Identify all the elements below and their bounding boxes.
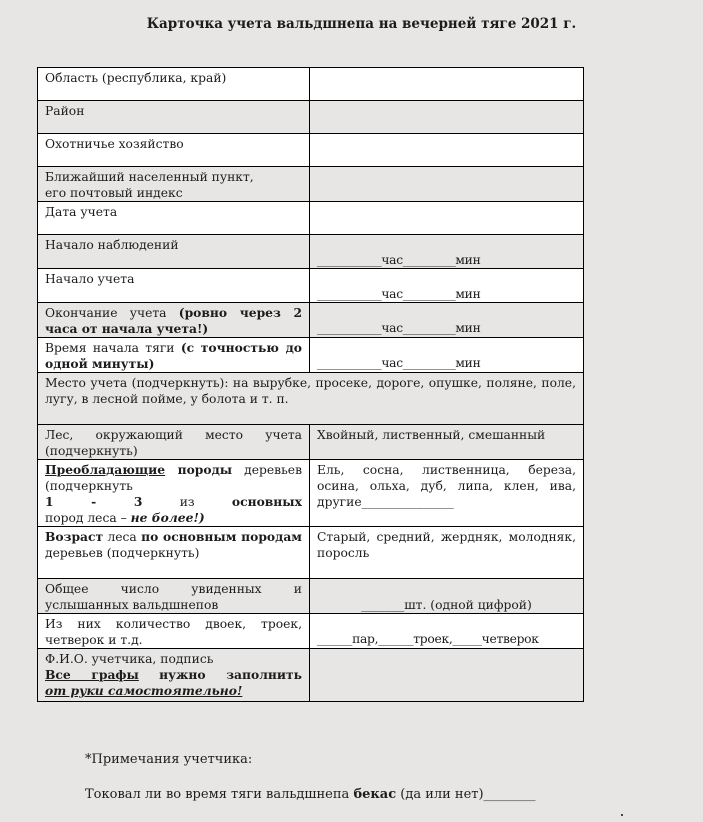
survey-table (37, 67, 584, 702)
table-row (38, 373, 584, 425)
label-tree-species (38, 460, 310, 527)
label-settlement-line1: Ближайший населенный пункт, (45, 170, 254, 184)
time-blank: ___________час_________мин (317, 356, 481, 370)
table-row (38, 269, 584, 303)
table-row (38, 460, 584, 527)
label-tree-species-line3: пород леса – не более!) (45, 510, 205, 525)
label-observation-start: Начало наблюдений (38, 235, 310, 269)
field-observation-start[interactable] (310, 235, 584, 269)
field-count-end[interactable] (310, 303, 584, 338)
field-flight-start[interactable] (310, 338, 584, 373)
count-blank: _______шт. (одной цифрой) (361, 598, 532, 612)
label-observer-line2: Все графы нужно заполнить (45, 667, 302, 682)
snipe-question: Токовал ли во время тяги вальдшнепа бекас (да или нет)________ (85, 787, 536, 802)
time-blank: ___________час_________мин (317, 321, 481, 335)
table-row (38, 649, 584, 702)
label-district: Район (38, 101, 310, 134)
field-observer[interactable] (310, 649, 584, 702)
label-observer-line3: от руки самостоятельно! (45, 683, 243, 698)
label-date: Дата учета (38, 202, 310, 235)
table-row (38, 167, 584, 202)
label-flight-start-line2: одной минуты) (45, 356, 155, 371)
field-groups[interactable] (310, 614, 584, 649)
label-count-end (38, 303, 310, 338)
label-count-end-line2: часа от начала учета!) (45, 321, 209, 336)
label-observer (38, 649, 310, 702)
field-region[interactable] (310, 68, 584, 101)
table-row (38, 527, 584, 579)
table-row (38, 614, 584, 649)
label-settlement (38, 167, 310, 202)
observer-notes-heading: *Примечания учетчика: (85, 752, 253, 767)
field-date[interactable] (310, 202, 584, 235)
label-settlement-line2: его почтовый индекс (45, 186, 183, 200)
table-row (38, 303, 584, 338)
field-hunting-farm[interactable] (310, 134, 584, 167)
label-observer-line1: Ф.И.О. учетчика, подпись (45, 652, 214, 666)
label-forest-age (38, 527, 310, 579)
label-count-start: Начало учета (38, 269, 310, 303)
groups-blank: ______пар,______троек,_____четверок (317, 632, 539, 646)
label-flight-start-line1: Время начала тяги (с точностью до (45, 340, 302, 355)
field-settlement[interactable] (310, 167, 584, 202)
time-blank: ___________час_________мин (317, 287, 481, 301)
label-region: Область (республика, край) (38, 68, 310, 101)
label-flight-start (38, 338, 310, 373)
options-forest[interactable]: Хвойный, лиственный, смешанный (310, 425, 584, 460)
table-row (38, 68, 584, 101)
field-count-start[interactable] (310, 269, 584, 303)
label-hunting-farm: Охотничье хозяйство (38, 134, 310, 167)
label-forest: Лес, окружающий место учета (подчеркнуть) (38, 425, 310, 460)
label-forest-age-line1: Возраст леса по основным породам (45, 529, 302, 544)
time-blank: ___________час_________мин (317, 253, 481, 267)
label-count-end-line1: Окончание учета (ровно через 2 (45, 305, 302, 320)
label-forest-age-line2: деревьев (подчеркнуть) (45, 546, 200, 560)
table-row (38, 134, 584, 167)
table-row (38, 338, 584, 373)
options-forest-age[interactable]: Старый, средний, жердняк, молодняк, поросль (310, 527, 584, 579)
label-tree-species-line1: Преобладающие породы деревьев (подчеркнуть (45, 462, 302, 493)
stray-dot (621, 814, 623, 816)
table-row (38, 101, 584, 134)
page-title: Карточка учета вальдшнепа на вечерней тяге 2021 г. (146, 16, 577, 32)
label-location[interactable]: Место учета (подчеркнуть): на вырубке, просеке, дороге, опушке, поляне, поле, лугу, в лесной пойме, у болота и т. п. (38, 373, 584, 425)
options-tree-species[interactable]: Ель, сосна, лиственница, береза, осина, ольха, дуб, липа, клен, ива, другие_______________ (310, 460, 584, 527)
table-row (38, 579, 584, 614)
field-total-count[interactable] (310, 579, 584, 614)
label-tree-species-line2: 1 - 3 из основных (45, 494, 302, 509)
table-row (38, 235, 584, 269)
table-row (38, 202, 584, 235)
table-row (38, 425, 584, 460)
label-groups: Из них количество двоек, троек, четверок и т.д. (38, 614, 310, 649)
label-total-count: Общее число увиденных и услышанных вальдшнепов (38, 579, 310, 614)
field-district[interactable] (310, 101, 584, 134)
